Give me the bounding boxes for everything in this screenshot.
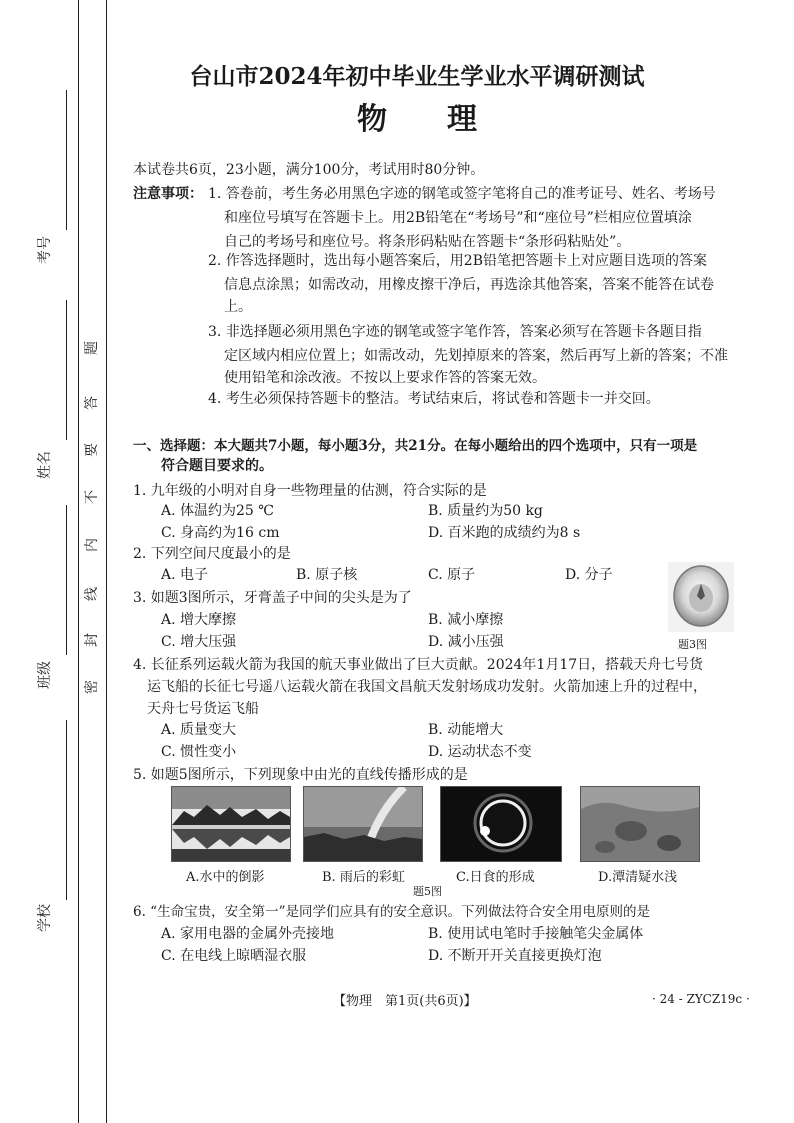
figure-caption: 题5图 bbox=[413, 885, 442, 898]
notice-line: 4. 考生必须保持答题卡的整洁。考试结束后，将试卷和答题卡一并交回。 bbox=[208, 391, 660, 407]
seal-char: 封 bbox=[84, 633, 100, 647]
photo-caption: C.日食的形成 bbox=[456, 870, 535, 885]
question-stem: 4. 长征系列运载火箭为我国的航天事业做出了巨大贡献。2024年1月17日，搭载天舟七号货 bbox=[133, 657, 704, 673]
seal-char: 答 bbox=[84, 396, 100, 410]
seal-char: 内 bbox=[84, 538, 100, 552]
intro-text: 本试卷共6页，23小题，满分100分，考试用时80分钟。 bbox=[133, 162, 485, 178]
notice-line: 上。 bbox=[224, 299, 252, 315]
question-stem: 6. “生命宝贵，安全第一”是同学们应具有的安全意识。下列做法符合安全用电原则的是 bbox=[133, 904, 650, 920]
option: A. 质量变大 bbox=[161, 722, 237, 738]
label-exam-number: 考号 bbox=[37, 236, 53, 264]
eclipse-photo bbox=[440, 786, 562, 862]
option: D. 分子 bbox=[565, 567, 613, 583]
notice-line: 自己的考场号和座位号。将条形码粘贴在答题卡“条形码粘贴处”。 bbox=[224, 234, 631, 250]
seal-char: 密 bbox=[84, 680, 100, 694]
subject-title: 物 理 bbox=[357, 102, 477, 137]
photo-caption: D.潭清疑水浅 bbox=[598, 870, 678, 885]
exam-title: 台山市2024年初中毕业生学业水平调研测试 bbox=[189, 63, 645, 90]
clear-water-photo bbox=[580, 786, 700, 862]
option: C. 惯性变小 bbox=[161, 744, 237, 760]
toothpaste-cap-photo bbox=[668, 562, 734, 632]
notice-line: 1. 答卷前，考生务必用黑色字迹的钢笔或签字笔将自己的准考证号、姓名、考场号 bbox=[208, 186, 716, 202]
blank-school bbox=[66, 720, 67, 900]
notice-line: 使用铅笔和涂改液。不按以上要求作答的答案无效。 bbox=[224, 370, 546, 386]
option: A. 电子 bbox=[161, 567, 209, 583]
notice-line: 3. 非选择题必须用黑色字迹的钢笔或签字笔作答，答案必须写在答题卡各题目指 bbox=[208, 324, 702, 340]
page-footer: 【物理 第1页(共6页)】 bbox=[333, 994, 477, 1009]
question-stem: 运飞船的长征七号遥八运载火箭在我国文昌航天发射场成功发射。火箭加速上升的过程中， bbox=[147, 679, 707, 695]
photo-caption: A.水中的倒影 bbox=[186, 870, 265, 885]
notice-line: 信息点涂黑；如需改动，用橡皮擦干净后，再选涂其他答案，答案不能答在试卷 bbox=[224, 277, 714, 293]
blank-class bbox=[66, 505, 67, 655]
option: B. 动能增大 bbox=[428, 722, 504, 738]
option: A. 增大摩擦 bbox=[161, 612, 237, 628]
seal-char: 不 bbox=[84, 490, 100, 504]
label-class: 班级 bbox=[37, 661, 53, 689]
question-stem: 2. 下列空间尺度最小的是 bbox=[133, 546, 291, 562]
page-code: · 24 - ZYCZ19c · bbox=[652, 992, 750, 1006]
reflection-photo bbox=[171, 786, 291, 862]
question-stem: 5. 如题5图所示，下列现象中由光的直线传播形成的是 bbox=[133, 767, 468, 783]
option: C. 在电线上晾晒湿衣服 bbox=[161, 948, 307, 964]
option: B. 使用试电笔时手接触笔尖金属体 bbox=[428, 926, 644, 942]
option: D. 运动状态不变 bbox=[428, 744, 532, 760]
photo-caption: B. 雨后的彩虹 bbox=[322, 870, 405, 885]
rainbow-photo bbox=[303, 786, 423, 862]
section-heading-cont: 符合题目要求的。 bbox=[161, 458, 273, 474]
figure-caption: 题3图 bbox=[678, 638, 707, 651]
option: C. 增大压强 bbox=[161, 634, 237, 650]
option: B. 减小摩擦 bbox=[428, 612, 504, 628]
option: C. 身高约为16 cm bbox=[161, 525, 280, 541]
option: C. 原子 bbox=[428, 567, 476, 583]
blank-name bbox=[66, 300, 67, 440]
question-stem: 天舟七号货运飞船 bbox=[147, 701, 259, 717]
question-stem: 3. 如题3图所示，牙膏盖子中间的尖头是为了 bbox=[133, 590, 412, 606]
option: D. 百米跑的成绩约为8 s bbox=[428, 525, 581, 541]
notice-label: 注意事项： bbox=[133, 186, 203, 202]
option: D. 减小压强 bbox=[428, 634, 504, 650]
label-school: 学校 bbox=[37, 904, 53, 932]
option: A. 体温约为25 ℃ bbox=[161, 503, 274, 519]
binding-line-outer bbox=[78, 0, 79, 1123]
question-stem: 1. 九年级的小明对自身一些物理量的估测，符合实际的是 bbox=[133, 483, 487, 499]
option: A. 家用电器的金属外壳接地 bbox=[161, 926, 335, 942]
option: B. 质量约为50 kg bbox=[428, 503, 543, 519]
section-heading: 一、选择题：本大题共7小题，每小题3分，共21分。在每小题给出的四个选项中，只有一项是 bbox=[133, 438, 698, 454]
seal-char: 题 bbox=[84, 341, 100, 355]
notice-line: 定区域内相应位置上；如需改动，先划掉原来的答案，然后再写上新的答案；不准 bbox=[224, 348, 728, 364]
label-name: 姓名 bbox=[37, 451, 53, 479]
notice-line: 和座位号填写在答题卡上。用2B铅笔在“考场号”和“座位号”栏相应位置填涂 bbox=[224, 210, 692, 226]
notice-line: 2. 作答选择题时，选出每小题答案后，用2B铅笔把答题卡上对应题目选项的答案 bbox=[208, 253, 708, 269]
seal-char: 线 bbox=[84, 587, 100, 601]
seal-char: 要 bbox=[84, 443, 100, 457]
option: D. 不断开开关直接更换灯泡 bbox=[428, 948, 602, 964]
binding-line-inner bbox=[106, 0, 107, 1123]
option: B. 原子核 bbox=[296, 567, 358, 583]
